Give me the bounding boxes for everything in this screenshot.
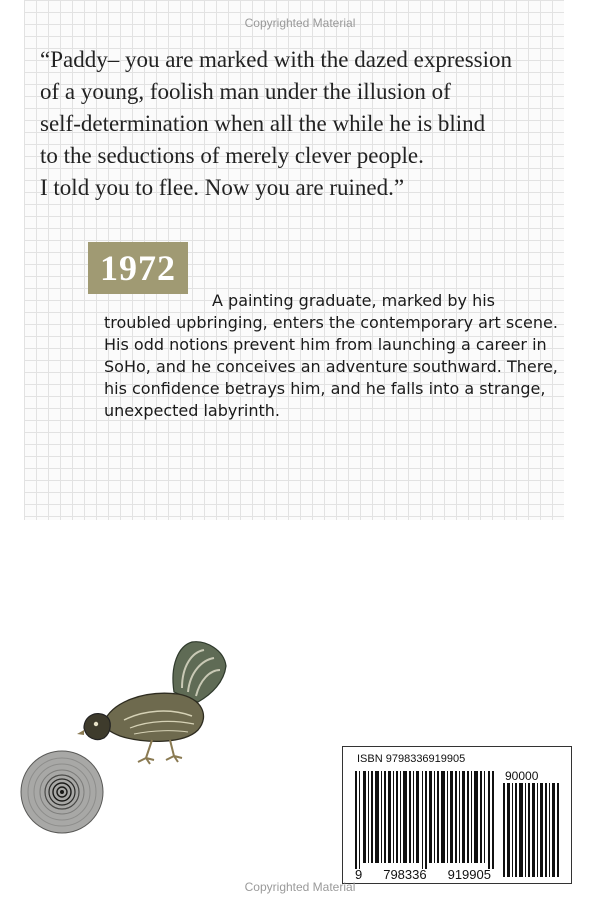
quote-line: I told you to flee. Now you are ruined.”: [40, 175, 405, 200]
quote-line: of a young, foolish man under the illusion of: [40, 79, 451, 104]
isbn-label: ISBN 9798336919905: [357, 753, 466, 765]
year-badge: 1972: [88, 242, 188, 294]
bird-icon: [74, 636, 234, 766]
watermark-bottom: Copyrighted Material: [244, 880, 356, 894]
addon-bars-icon: [503, 783, 561, 877]
price-addon-code: 90000: [505, 769, 539, 783]
book-blurb: A painting graduate, marked by his troubled upbringing, enters the contemporary art scene. His odd notions prevent him from launching a career in SoHo, and he conceives an adventure southward. There, his confidence betrays him, and he falls into a strange, unexpected labyrinth.: [104, 291, 558, 420]
isbn-digit-group: 798336: [383, 867, 427, 882]
barcode-bars-icon: [355, 771, 495, 869]
isbn-digit-group: 919905: [447, 867, 491, 882]
quote-line: self-determination when all the while he is blind: [40, 111, 486, 136]
quote-line: to the seductions of merely clever people.: [40, 143, 424, 168]
record-disc-icon: [20, 750, 104, 834]
watermark-top: Copyrighted Material: [244, 16, 356, 30]
isbn-barcode: [342, 746, 572, 884]
isbn-digit-group: 9: [355, 867, 363, 882]
back-cover-quote: [40, 44, 570, 204]
quote-line: “Paddy– you are marked with the dazed expression: [40, 47, 512, 72]
